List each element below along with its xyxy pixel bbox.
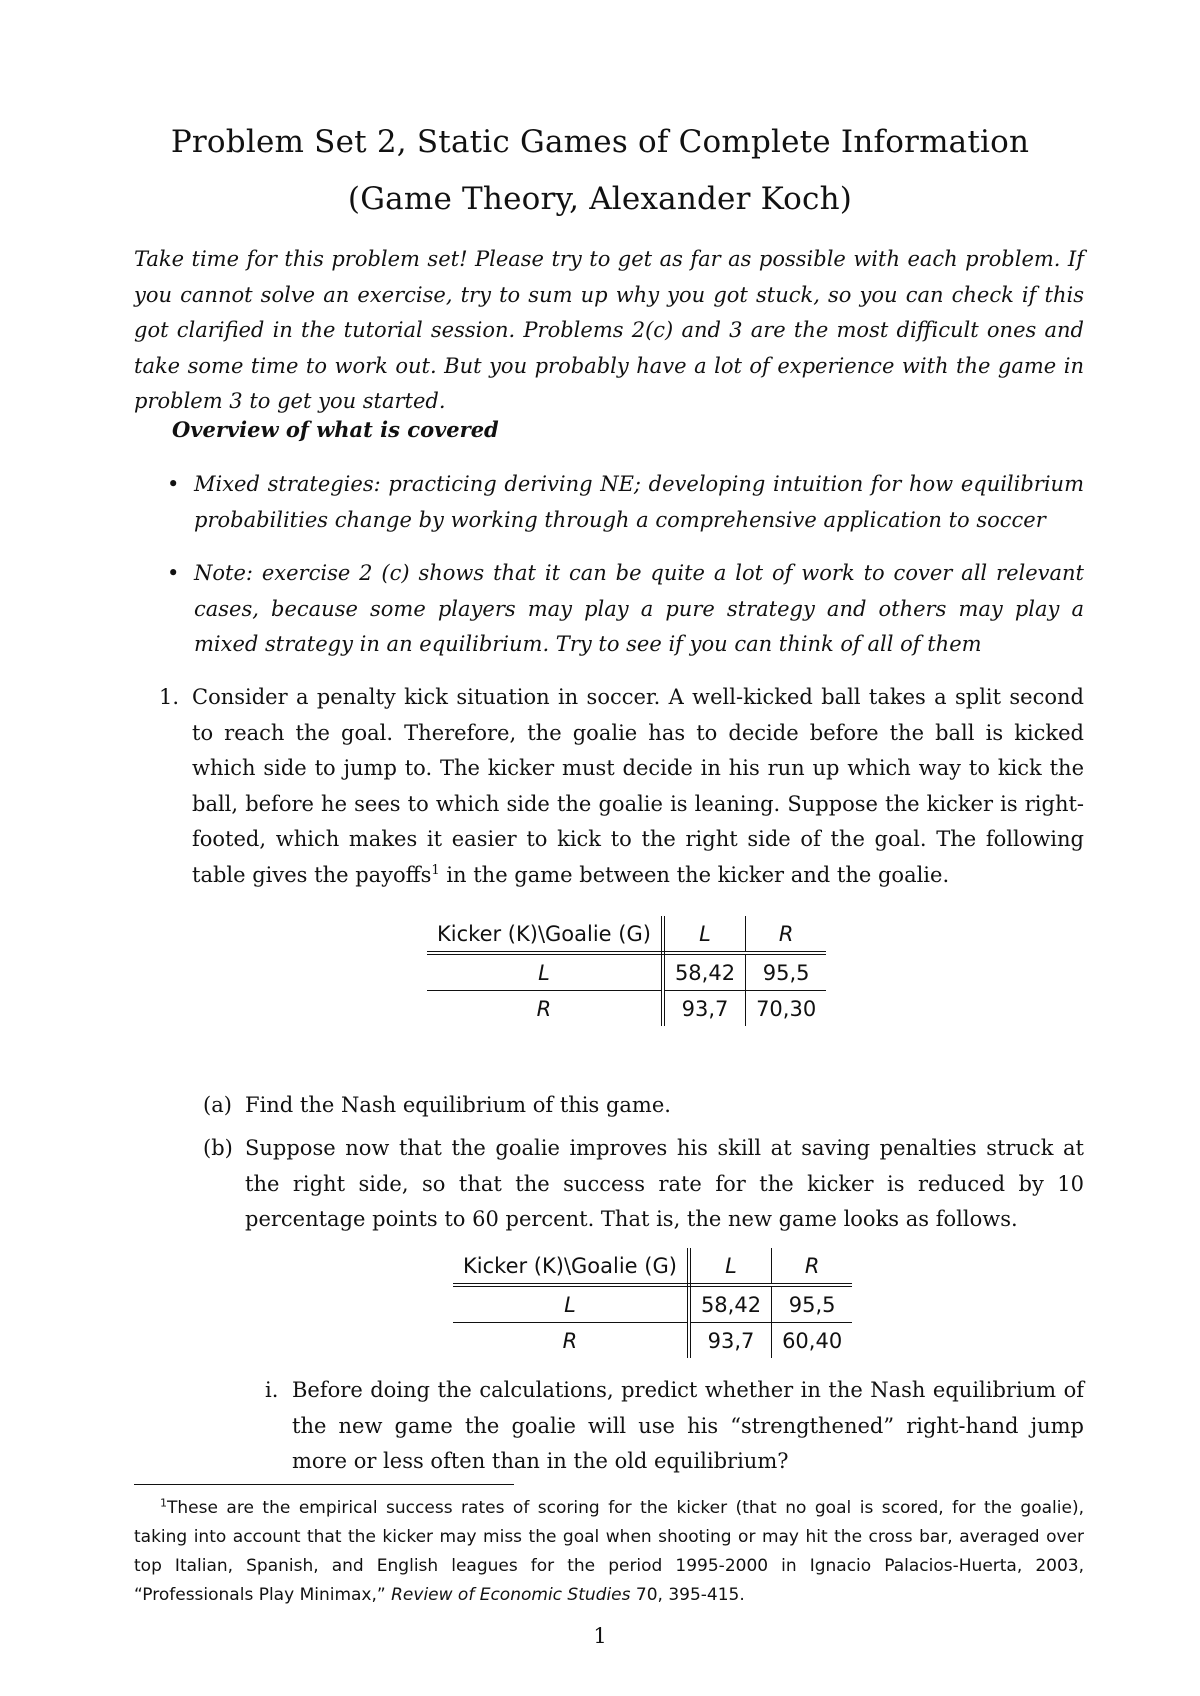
footnote-text: These are the empirical success rates of scoring for the kicker (that no goal is scored, for the goalie), taking into account that the kicker may miss the goal when shooting or may hit the cross bar, averaged over top Italian, Spanish, and English leagues for the period 1995-2000 in Ignacio Palacios-Huerta, 2003, “Professionals Play Minimax,” bbox=[134, 1498, 1084, 1605]
column-header-r: R bbox=[746, 916, 827, 953]
subquestion-label: (b) bbox=[203, 1136, 233, 1160]
table-header-row bbox=[453, 1248, 852, 1285]
footnote-reference[interactable]: 1 bbox=[431, 862, 440, 878]
table-cell: 58,42 bbox=[689, 1285, 772, 1323]
table-cell: 70,30 bbox=[756, 996, 817, 1021]
subquestion-a bbox=[203, 1088, 1084, 1124]
footnote-mark: 1 bbox=[160, 1496, 167, 1510]
bullet-text: Note: exercise 2 (c) shows that it can be quite a lot of work to cover all relevant cases, because some players may play a pure strategy and others may play a mixed strategy in an equilibrium. Try to see if you can think of all of them bbox=[194, 561, 1084, 656]
payoff-table-1 bbox=[427, 916, 826, 1026]
subquestion-text: Before doing the calculations, predict whether in the Nash equilibrium of the new game the goalie will use his “strengthened” right-hand jump more or less often than in the old equilibrium? bbox=[292, 1378, 1084, 1473]
column-header-r: R bbox=[772, 1248, 853, 1285]
table-cell: 95,5 bbox=[746, 953, 827, 991]
footnote-divider bbox=[134, 1484, 514, 1485]
bullet-item bbox=[167, 556, 1084, 663]
journal-name: Review of Economic Studies bbox=[391, 1585, 631, 1605]
subquestion-text: Find the Nash equilibrium of this game. bbox=[245, 1093, 671, 1117]
footnote bbox=[134, 1494, 1084, 1610]
subquestion-label: (a) bbox=[203, 1093, 232, 1117]
row-label: R bbox=[453, 1323, 689, 1359]
table-corner-label: Kicker (K)\Goalie (G) bbox=[427, 916, 663, 953]
subquestion-b bbox=[203, 1131, 1084, 1238]
payoff-table-2 bbox=[453, 1248, 852, 1358]
table-row bbox=[427, 991, 826, 1027]
bullet-text: Mixed strategies: practicing deriving NE; developing intuition for how equilibrium probabilities change by working through a comprehensive application to soccer bbox=[194, 472, 1084, 532]
bullet-icon: • bbox=[167, 472, 180, 496]
table-row bbox=[453, 1285, 852, 1323]
intro-paragraph: Take time for this problem set! Please try to get as far as possible with each problem. If you cannot solve an exercise, try to sum up why you got stuck, so you can check if this got clarified in the tutorial session. Problems 2(c) and 3 are the most difficult ones and take some time to work out. But you probably have a lot of experience with the game in problem 3 to get you started. bbox=[134, 247, 1084, 413]
footnote-text-end: 70, 395-415. bbox=[630, 1585, 745, 1605]
row-label: L bbox=[427, 953, 663, 991]
table-cell: 93,7 bbox=[663, 991, 746, 1027]
problem-text-continued: in the game between the kicker and the goalie. bbox=[439, 862, 950, 887]
bullet-item bbox=[167, 467, 1084, 538]
page-number: 1 bbox=[593, 1624, 607, 1648]
table-row bbox=[427, 953, 826, 991]
bullet-icon: • bbox=[167, 561, 180, 585]
table-cell: 60,40 bbox=[782, 1328, 843, 1353]
table-cell: 93,7 bbox=[689, 1323, 772, 1359]
table-row bbox=[453, 1323, 852, 1359]
problem-text: Consider a penalty kick situation in soccer. A well-kicked ball takes a split second to reach the goal. Therefore, the goalie has to decide before the ball is kicked which side to jump to. The kicker must decide in his run up which way to kick the ball, before he sees to which side the goalie is leaning. Suppose the kicker is right-footed, which makes it easier to kick to the right side of the goal. The following table gives the payoffs bbox=[192, 685, 1084, 887]
column-header-l: L bbox=[689, 1248, 772, 1285]
row-label: R bbox=[427, 991, 663, 1027]
document-subtitle: (Game Theory, Alexander Koch) bbox=[347, 181, 853, 217]
column-header-l: L bbox=[663, 916, 746, 953]
table-cell: 95,5 bbox=[772, 1285, 853, 1323]
table-header-row bbox=[427, 916, 826, 953]
problem-number: 1. bbox=[159, 685, 180, 709]
row-label: L bbox=[453, 1285, 689, 1323]
subquestion-b-i bbox=[265, 1373, 1084, 1480]
problem-1 bbox=[159, 680, 1084, 893]
document-title: Problem Set 2, Static Games of Complete Information bbox=[170, 124, 1030, 160]
overview-heading: Overview of what is covered bbox=[172, 417, 499, 442]
subquestion-label: i. bbox=[265, 1378, 279, 1402]
table-corner-label: Kicker (K)\Goalie (G) bbox=[453, 1248, 689, 1285]
subquestion-text: Suppose now that the goalie improves his skill at saving penalties struck at the right side, so that the success rate for the kicker is reduced by 10 percentage points to 60 percent. That is, the new game looks as follows. bbox=[245, 1136, 1084, 1231]
table-cell: 58,42 bbox=[663, 953, 746, 991]
